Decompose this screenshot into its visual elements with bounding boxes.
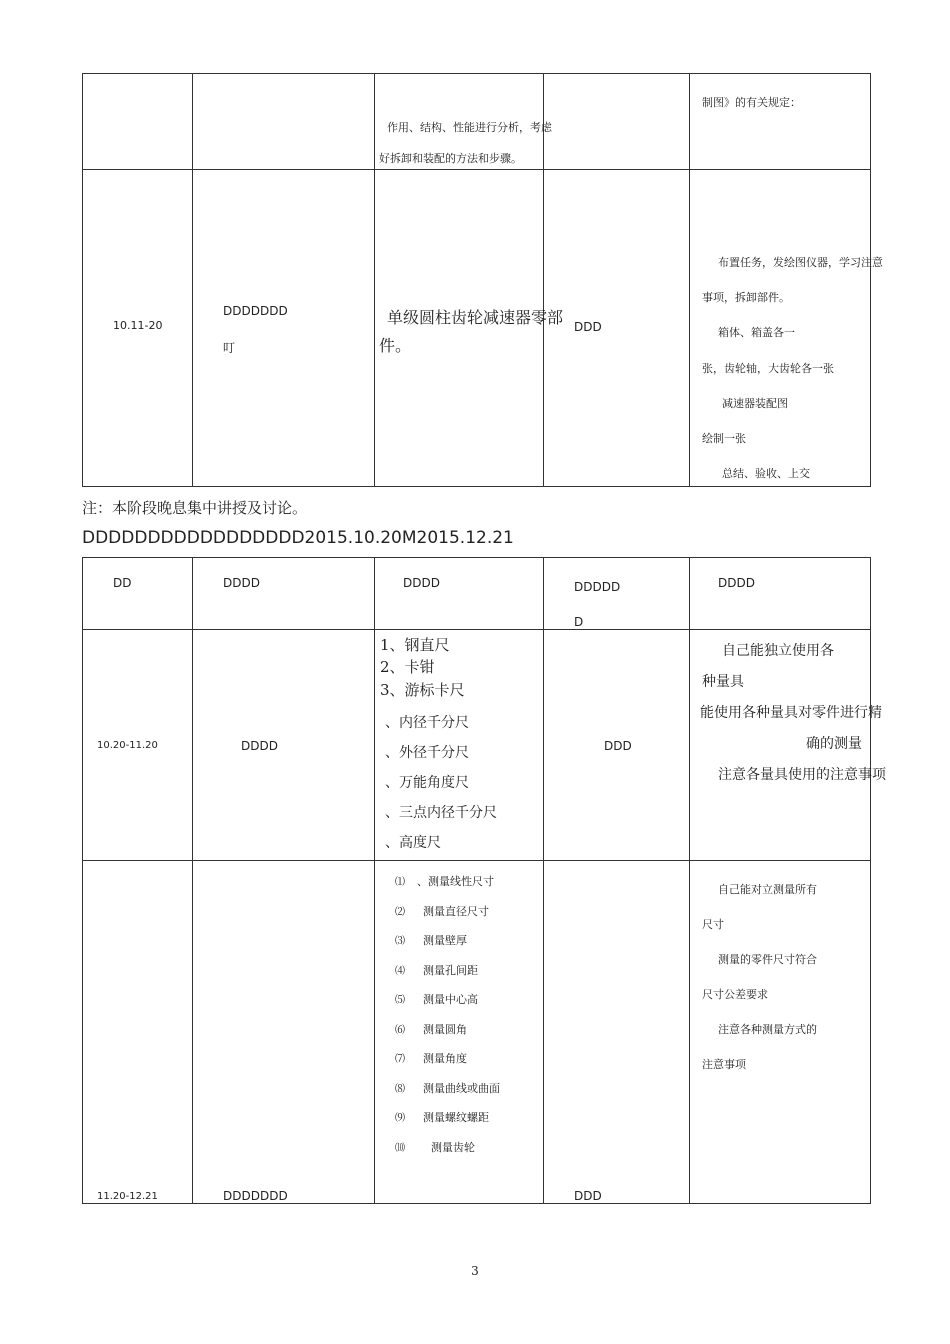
table-row — [83, 170, 871, 487]
requirement-line: 自己能独立使用各 — [722, 643, 834, 659]
table-header-cell — [83, 558, 193, 630]
table-header-row — [83, 558, 871, 630]
list-number: ⑺ — [395, 1054, 405, 1065]
hours: DDD — [604, 739, 632, 753]
table-cell — [83, 861, 193, 1204]
table-cell — [193, 630, 375, 861]
table-cell — [193, 74, 375, 170]
header-label: D — [574, 615, 584, 629]
tool-item: 、外径千分尺 — [385, 745, 469, 761]
requirement-line: 注意事项 — [702, 1058, 746, 1071]
requirement-line: 尺寸 — [702, 918, 724, 931]
list-item: 测量壁厚 — [423, 934, 467, 947]
table-cell — [375, 74, 552, 170]
unit-name: DDDD — [241, 739, 278, 753]
requirement-line: 种量具 — [702, 674, 744, 690]
schedule-table-top — [82, 73, 883, 487]
table-cell — [544, 170, 690, 487]
unit-name: DDDDDDD — [223, 304, 288, 318]
table-header-cell — [690, 558, 871, 630]
note-text: 注：本阶段晚息集中讲授及讨论。 — [82, 499, 308, 517]
list-item: 、测量线性尺寸 — [417, 875, 494, 888]
table-cell — [544, 74, 690, 170]
task-description-line: 好拆卸和装配的方法和步骤。 — [379, 152, 522, 165]
requirement-line: 事项，拆卸部件。 — [702, 291, 790, 304]
list-item: 测量齿轮 — [431, 1141, 475, 1154]
unit-name: 叮 — [223, 341, 236, 355]
table-header-cell — [193, 558, 375, 630]
unit-name: DDDDDDD — [223, 1189, 288, 1203]
list-item: 测量曲线或曲面 — [423, 1082, 500, 1095]
table-cell — [193, 170, 375, 487]
schedule-table-bottom — [82, 557, 886, 1204]
table-cell — [375, 861, 544, 1204]
list-item: 测量螺纹螺距 — [423, 1111, 489, 1124]
tool-item: 3、游标卡尺 — [380, 681, 465, 699]
requirement-line: 能使用各种量具对零件进行精 — [700, 705, 882, 721]
tool-item: 1、钢直尺 — [380, 636, 450, 654]
list-number: ⑸ — [395, 995, 405, 1006]
list-number: ⑶ — [395, 936, 405, 947]
table-cell — [690, 170, 883, 487]
page-number: 3 — [471, 1264, 479, 1278]
table-cell — [690, 74, 871, 170]
requirement-line: 张，齿轮轴，大齿轮各一张 — [702, 362, 834, 375]
task-description-line: 单级圆柱齿轮减速器零部 — [387, 308, 564, 327]
tool-item: 、内径千分尺 — [385, 715, 469, 731]
header-label: DDDD — [718, 576, 755, 590]
requirement-line: 尺寸公差要求 — [702, 988, 768, 1001]
table-row — [83, 861, 871, 1204]
table-cell — [193, 861, 375, 1204]
table-cell — [375, 630, 544, 861]
date-range: 10.20-11.20 — [97, 740, 158, 751]
header-label: DDDD — [223, 576, 260, 590]
table-cell — [544, 861, 690, 1204]
hours: DDD — [574, 320, 602, 334]
list-item: 测量中心高 — [423, 993, 478, 1006]
table-cell — [375, 170, 564, 487]
requirement-line: 制图》的有关规定： — [702, 96, 801, 109]
date-range: 11.20-12.21 — [97, 1191, 158, 1202]
table-header-cell — [544, 558, 690, 630]
tool-item: 、万能角度尺 — [385, 775, 469, 791]
table-cell — [544, 630, 690, 861]
table-cell — [690, 630, 886, 861]
table-header-cell — [375, 558, 544, 630]
requirement-line: 减速器装配图 — [722, 397, 788, 410]
date-range: 10.11-20 — [113, 319, 163, 332]
tool-item: 、高度尺 — [385, 835, 441, 851]
header-label: DDDDD — [574, 580, 621, 594]
requirement-line: 确的测量 — [806, 736, 862, 752]
list-number: ⑻ — [395, 1084, 405, 1095]
table-cell — [83, 74, 193, 170]
tool-item: 、三点内径千分尺 — [385, 805, 497, 821]
table-cell — [83, 630, 193, 861]
table-row — [83, 74, 871, 170]
header-label: DD — [113, 576, 132, 590]
section-title: DDDDDDDDDDDDDDDDD2015.10.20M2015.12.21 — [82, 528, 514, 548]
requirement-line: 总结、验收、上交 — [722, 467, 810, 480]
table-cell — [690, 861, 871, 1204]
requirement-line: 注意各种测量方式的 — [718, 1023, 817, 1036]
list-number: ⑹ — [395, 1025, 405, 1036]
list-number: ⑼ — [395, 1113, 405, 1124]
requirement-line: 布置任务，发绘图仪器，学习注意 — [718, 256, 883, 269]
task-description-line: 件。 — [379, 336, 412, 355]
requirement-line: 测量的零件尺寸符合 — [718, 953, 817, 966]
list-number: ⑵ — [395, 907, 405, 918]
requirement-line: 自己能对立测量所有 — [718, 883, 817, 896]
list-item: 测量孔间距 — [423, 964, 478, 977]
header-label: DDDD — [403, 576, 440, 590]
hours: DDD — [574, 1189, 602, 1203]
list-item: 测量角度 — [423, 1052, 467, 1065]
requirement-line: 绘制一张 — [702, 432, 746, 445]
requirement-line: 注意各量具使用的注意事项 — [718, 767, 886, 783]
table-row — [83, 630, 871, 861]
list-item: 测量直径尺寸 — [423, 905, 489, 918]
list-number: ⑷ — [395, 966, 405, 977]
list-number: ⑴ — [395, 877, 405, 888]
tool-item: 2、卡钳 — [380, 658, 435, 676]
list-item: 测量圆角 — [423, 1023, 467, 1036]
requirement-line: 箱体、箱盖各一 — [718, 326, 795, 339]
task-description-line: 作用、结构、性能进行分析，考虑 — [387, 121, 552, 134]
list-number: ⑽ — [395, 1143, 405, 1154]
table-cell — [83, 170, 193, 487]
